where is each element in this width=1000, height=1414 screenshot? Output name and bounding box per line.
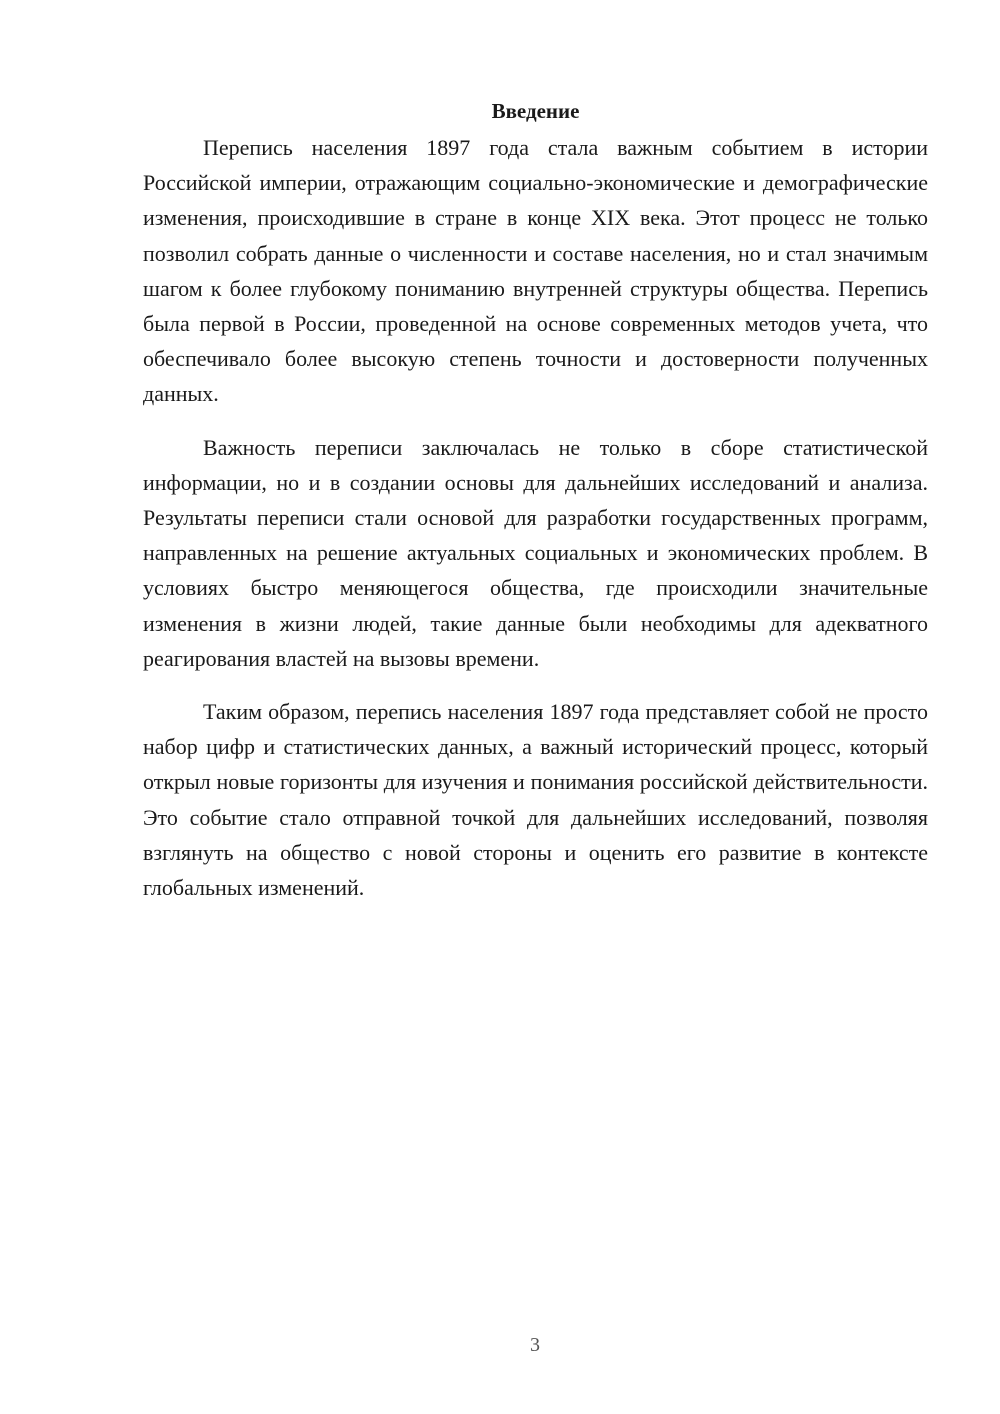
paragraph-2: Важность переписи заключалась не только в сборе статистической информации, но и в создании основы для дальнейших исследований и анализа. Результаты переписи стали основой для разработки государственных программ, направленных на решение актуальных социальных и экономических проблем. В условиях быстро меняющегося общества, где происходили значительные изменения в жизни людей, такие данные были необходимы для адекватного реагирования властей на вызовы времени. [143,434,928,671]
paragraph-1: Перепись населения 1897 года стала важным событием в истории Российской империи, отражающим социально-экономические и демографические изменения, происходившие в стране в конце XIX века. Этот процесс не только позволил собрать данные о численности и составе населения, но и стал значимым шагом к более глубокому пониманию внутренней структуры общества. Перепись была первой в России, проведенной на основе современных методов учета, что обеспечивало более высокую степень точности и достоверности полученных данных. [143,135,928,407]
section-heading: Введение [491,99,580,123]
paragraph-3: Таким образом, перепись населения 1897 года представляет собой не просто набор цифр и статистических данных, а важный исторический процесс, который открыл новые горизонты для изучения и понимания российской действительности. Это событие стало отправной точкой для дальнейших исследований, позволяя взглянуть на общество с новой стороны и оценить его развитие в контексте глобальных изменений. [143,699,928,901]
page-content [143,96,928,923]
page-number: 3 [530,1334,540,1356]
